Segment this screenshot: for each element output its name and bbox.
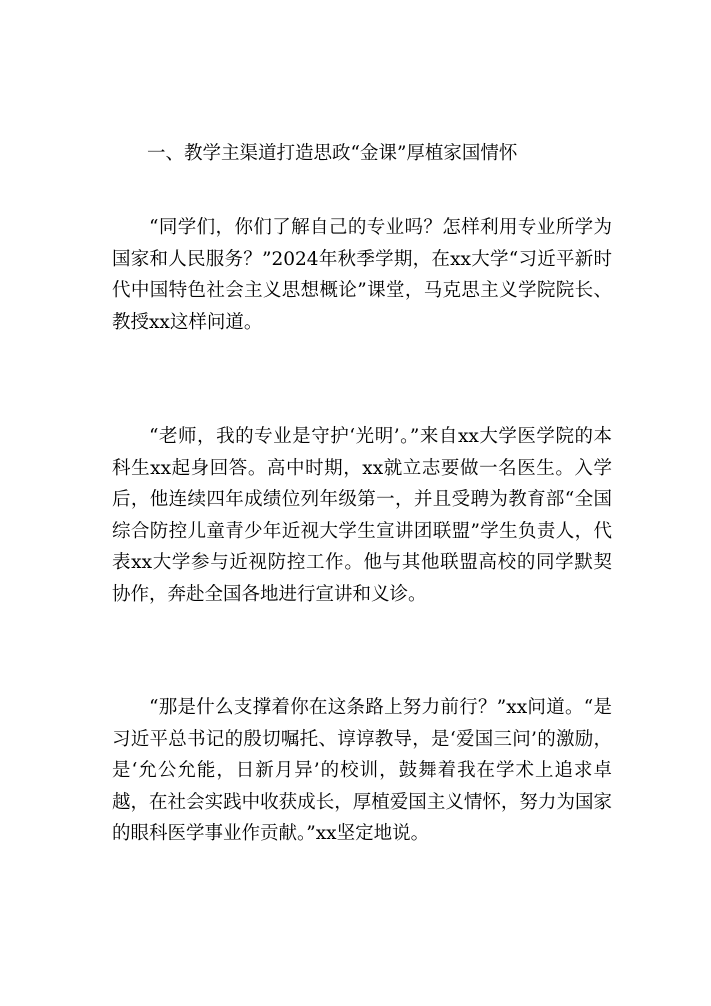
paragraph-1: “同学们，你们了解自己的专业吗？怎样利用专业所学为国家和人民服务？”2024年秋季学期，在xx大学“习近平新时代中国特色社会主义思想概论”课堂，马克思主义学院院长、教授xx这样问道。 <box>112 217 612 333</box>
paragraph-2: “老师，我的专业是守护‘光明’。”来自xx大学医学院的本科生xx起身回答。高中时期，xx就立志要做一名医生。入学后，他连续四年成绩位列年级第一，并且受聘为教育部“全国综合防控儿童青少年近视大学生宣讲团联盟”学生负责人，代表xx大学参与近视防控工作。他与其他联盟高校的同学默契协作，奔赴全国各地进行宣讲和义诊。 <box>112 426 612 605</box>
paragraph-3: “那是什么支撑着你在这条路上努力前行？”xx问道。“是习近平总书记的殷切嘱托、谆谆教导，是‘爱国三问’的激励，是‘允公允能，日新月异’的校训，鼓舞着我在学术上追求卓越，在社会实践中收获成长，厚植爱国主义情怀，努力为国家的眼科医学事业作贡献。”xx坚定地说。 <box>112 697 612 845</box>
section-heading: 一、教学主渠道打造思政“金课”厚植家国情怀 <box>147 143 518 164</box>
